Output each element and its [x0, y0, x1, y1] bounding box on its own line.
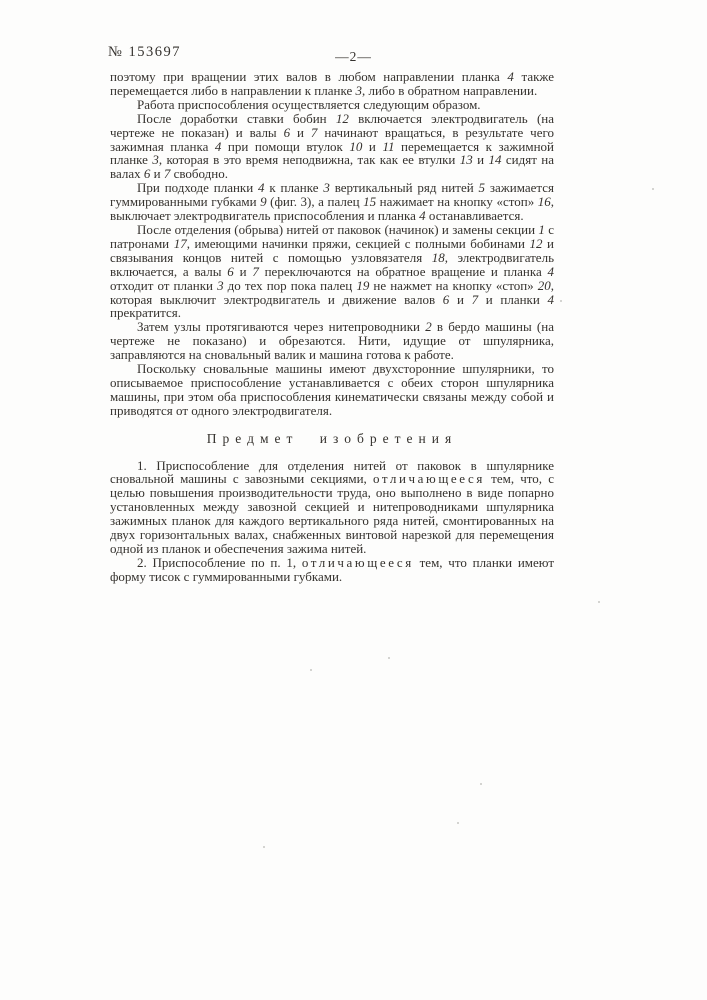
reference-numeral: 20: [537, 277, 551, 293]
text-run: к планке: [264, 180, 324, 196]
text-run: включается электродвигатель (на чертеже не показан) и валы: [110, 110, 554, 140]
text-run: При подходе планки: [137, 180, 259, 196]
reference-numeral: 16: [537, 194, 551, 210]
text-run: и связывания концов нитей с помощью узловязателя: [110, 235, 554, 265]
text-run: зажимается гуммированными губками: [110, 180, 554, 210]
reference-numeral: 4: [419, 208, 426, 224]
text-block: [110, 70, 554, 584]
reference-numeral: 4: [547, 263, 554, 279]
text-run: , которая в это время неподвижна, так как ее втулки: [158, 152, 460, 168]
text-run: и планки: [478, 291, 548, 307]
text-run: После доработки ставки бобин: [137, 110, 336, 126]
reference-numeral: 12: [335, 110, 349, 126]
reference-numeral: 11: [382, 138, 395, 154]
scan-speck: [598, 601, 600, 603]
reference-numeral: 6: [143, 166, 151, 182]
text-run: и: [233, 263, 253, 279]
paragraph: [110, 320, 554, 362]
reference-numeral: 6: [227, 263, 234, 279]
reference-numeral: 1: [538, 221, 545, 237]
reference-numeral: 6: [283, 124, 291, 140]
scan-speck: [652, 188, 654, 190]
claims-paragraphs: [110, 459, 554, 584]
text-run: перемещается к зажимной планке: [110, 138, 555, 168]
text-run: не нажмет на кнопку «стоп»: [369, 277, 538, 293]
reference-numeral: 18: [431, 249, 445, 265]
reference-numeral: 19: [356, 277, 370, 293]
paragraph: [110, 112, 554, 182]
reference-numeral: 10: [349, 138, 363, 154]
reference-numeral: 4: [507, 69, 514, 84]
text-run: нажимает на кнопку «стоп»: [376, 194, 538, 210]
text-run: также перемещается либо в направлении к планке: [110, 69, 554, 98]
text-run: и: [150, 166, 164, 182]
reference-numeral: 7: [471, 291, 479, 307]
text-run: и: [472, 152, 489, 168]
text-run: при помощи втулок: [221, 138, 350, 154]
reference-numeral: 12: [529, 235, 543, 251]
scan-speck: [560, 300, 562, 302]
reference-numeral: 2: [425, 319, 432, 335]
text-run: и: [362, 138, 383, 154]
reference-numeral: 5: [478, 180, 486, 196]
paragraph: [110, 70, 554, 98]
reference-numeral: 15: [363, 194, 377, 210]
text-run: 1. Приспособление для отделения нитей от паковок в шпулярнике сновальной машины с завозными секциями,: [110, 457, 554, 487]
reference-numeral: 9: [260, 194, 267, 210]
text-run: тем, что, с целью повышения производительности труда, оно выполнено в виде попарно установленных между завозной секцией и нитепроводниками шпулярника зажимных планок для каждого вертикального ряда нитей, смонтированных на двух горизонтальных валах, снабженных винтовой нарезкой для перемещения одной из планок и обеспечения зажима нитей.: [110, 471, 554, 556]
paragraph: [110, 362, 554, 418]
text-run: прекратится.: [110, 305, 181, 321]
text-run: Поскольку сновальные машины имеют двухсторонние шпулярники, то описываемое приспособление устанавливается с обеих сторон шпулярника машины, при этом оба приспособления кинематически связаны между собой и приводятся от одного электродвигателя.: [110, 361, 554, 418]
text-run: начинают вращаться, в результате чего зажимная планка: [110, 124, 554, 154]
scan-speck: [480, 783, 482, 785]
scan-speck: [388, 657, 390, 659]
emphasized-term: отличающееся: [301, 554, 414, 570]
text-run: и: [449, 291, 472, 307]
emphasized-term: отличающееся: [372, 471, 485, 487]
patent-number: № 153697: [108, 44, 181, 60]
text-run: (фиг. 3), а палец: [266, 194, 364, 210]
reference-numeral: 4: [214, 138, 222, 154]
text-run: , которая выключит электродвигатель и движение валов: [110, 277, 554, 307]
text-run: отходит от планки: [110, 277, 218, 293]
paragraph: [110, 556, 554, 584]
reference-numeral: 3: [152, 152, 159, 168]
text-run: в бердо машины (на чертеже не показано) и обрезаются. Нити, идущие от шпулярника, заправляются на сновальный валик и машина готова к работе.: [110, 319, 554, 363]
text-run: свободно.: [170, 166, 228, 182]
reference-numeral: 4: [547, 291, 554, 307]
scan-speck: [457, 822, 459, 824]
reference-numeral: 7: [163, 166, 171, 182]
reference-numeral: 14: [488, 152, 502, 168]
reference-numeral: 6: [442, 291, 450, 307]
text-run: , электродвигатель включается, а валы: [110, 249, 554, 279]
text-run: Работа приспособления осуществляется следующим образом.: [137, 96, 481, 112]
text-run: с патронами: [110, 221, 554, 251]
reference-numeral: 7: [252, 263, 259, 279]
page-number: —2—: [335, 49, 372, 64]
text-run: поэтому при вращении этих валов в любом направлении планка: [110, 69, 508, 84]
reference-numeral: 13: [459, 152, 473, 168]
reference-numeral: 3: [323, 180, 330, 196]
text-run: 2. Приспособление по п. 1,: [137, 554, 302, 570]
text-run: останавливается.: [425, 208, 524, 224]
body-paragraphs: [110, 70, 554, 418]
text-run: , либо в обратном направлении.: [361, 82, 538, 98]
paragraph: [110, 98, 554, 112]
reference-numeral: 17: [173, 235, 187, 251]
text-run: до тех пор пока палец: [223, 277, 357, 293]
paragraph: [110, 181, 554, 223]
reference-numeral: 3: [355, 82, 362, 98]
text-run: , выключает электродвигатель приспособления и планка: [110, 194, 554, 224]
text-run: переключаются на обратное вращение и планка: [258, 263, 548, 279]
text-run: вертикальный ряд нитей: [329, 180, 479, 196]
scan-speck: [263, 846, 265, 848]
claims-heading: Предмет изобретения: [206, 430, 458, 446]
paragraph: [110, 223, 554, 320]
text-run: , имеющими начинки пряжи, секцией с полными бобинами: [186, 235, 530, 251]
text-run: После отделения (обрыва) нитей от паковок (начинок) и замены секции: [137, 221, 539, 237]
reference-numeral: 3: [217, 277, 224, 293]
scan-speck: [310, 669, 312, 671]
text-run: сидят на валах: [110, 152, 554, 182]
text-run: тем, что планки имеют форму тисок с гуммированными губками.: [110, 554, 554, 584]
paragraph: [110, 459, 554, 556]
reference-numeral: 7: [310, 124, 318, 140]
text-run: и: [290, 124, 311, 140]
reference-numeral: 4: [258, 180, 265, 196]
text-run: Затем узлы протягиваются через нитепроводники: [137, 319, 426, 335]
